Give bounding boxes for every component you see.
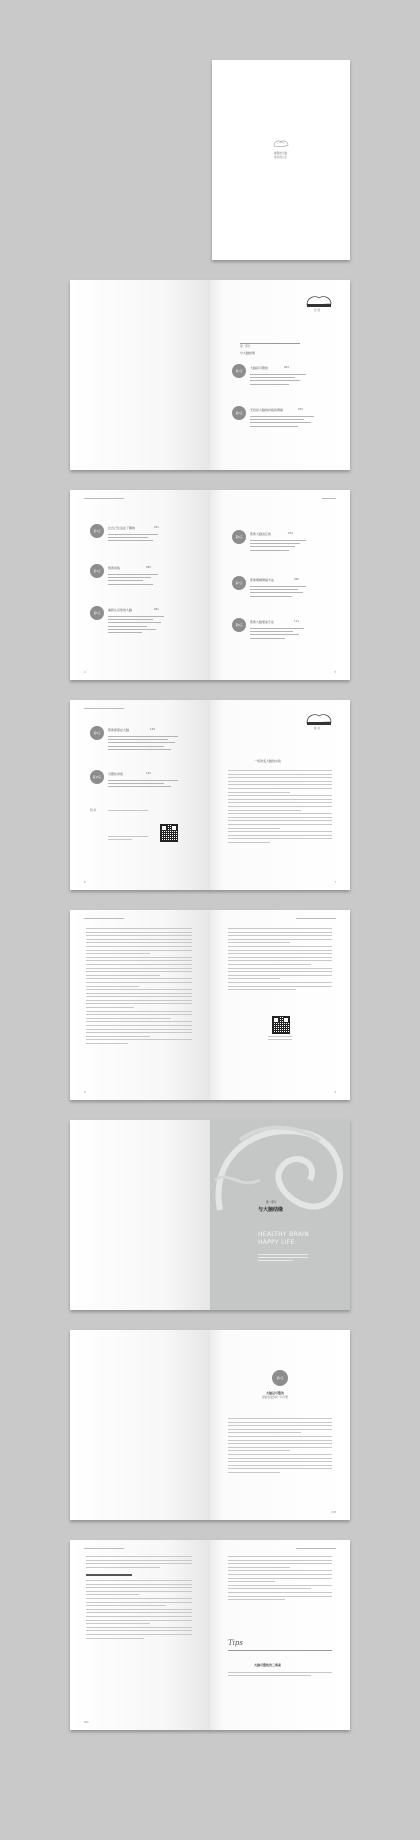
page-number: 6 [84, 881, 86, 884]
body-text [228, 1556, 332, 1603]
chapter-badge: 第9章 [90, 726, 104, 740]
brain-outline-art [210, 1120, 350, 1230]
page-number: 003 [331, 1511, 336, 1514]
page-number: 9 [334, 1091, 336, 1094]
toc-label: 目 录 [314, 309, 321, 312]
section-list [108, 534, 158, 544]
chapter-title[interactable]: 帮助大脑适应的 [250, 532, 272, 536]
chapter-page: 095 [294, 578, 299, 581]
chapter-badge: 第2章 [232, 406, 246, 420]
section-heading-bar [86, 1574, 132, 1576]
page-number: 8 [84, 1091, 86, 1094]
chapter-badge: 第10章 [90, 770, 104, 784]
chapter-title[interactable]: 大脑是可塑的 [250, 366, 269, 370]
section-list [250, 586, 306, 599]
page-number: 4 [84, 671, 86, 674]
chapter-1-page [210, 1330, 350, 1520]
cover-page [212, 60, 350, 260]
preface-label: 前 言 [314, 727, 321, 730]
chapter-title[interactable]: 帮助大脑更加专注 [250, 620, 275, 624]
chapter-title: 大脑是可塑的 [266, 1391, 285, 1395]
toc-spread-2 [70, 490, 350, 680]
chapter-badge: 第3章 [90, 524, 104, 538]
brain-logo-icon [273, 140, 289, 148]
preface-spread [70, 910, 350, 1100]
chapter-badge: 第1章 [232, 364, 246, 378]
chapter-badge: 第8章 [232, 618, 246, 632]
chapter-title[interactable]: 让自己生活在了解的 [108, 526, 136, 530]
chapter-page: 079 [288, 532, 293, 535]
tips-body [228, 1672, 332, 1678]
section-list [108, 736, 178, 752]
body-left-page [70, 1540, 210, 1730]
appendix-label: 附 录 [90, 809, 97, 812]
preface-right-page [210, 910, 350, 1100]
running-header [296, 1548, 336, 1549]
chapter-subtitle: 别怕改变你的一切习惯 [262, 1396, 288, 1399]
toc-right-page [210, 490, 350, 680]
chapter-title[interactable]: 帮助停留在大脑 [108, 728, 130, 732]
chapter-page: 145 [146, 772, 151, 775]
body-text [86, 1580, 192, 1641]
running-header [84, 1548, 124, 1549]
toc-spread-1 [70, 280, 350, 470]
body-right-page [210, 1540, 350, 1730]
cover-sheet [212, 60, 350, 260]
chapter-badge: 第1章 [272, 1370, 288, 1386]
chapter-page: 129 [150, 728, 155, 731]
running-header [84, 498, 124, 499]
chapter-badge: 第4章 [90, 564, 104, 578]
part-label: 第一部分 [240, 345, 251, 348]
part-opener-page [210, 1120, 350, 1310]
qr-code[interactable] [272, 1016, 290, 1034]
chapter-title[interactable]: 重新认识你的大脑 [108, 608, 133, 612]
page-number: 5 [334, 671, 336, 674]
brain-header-logo [305, 294, 333, 308]
toc-right-page [210, 280, 350, 470]
section-list [108, 616, 164, 635]
section-list [250, 540, 306, 553]
chapter-title[interactable]: 帮助理解情绪方法 [250, 578, 275, 582]
qr-code[interactable] [160, 824, 178, 842]
chapter-1-body-spread [70, 1540, 350, 1730]
chapter-page: 031 [154, 526, 159, 529]
part-opener-spread [70, 1120, 350, 1310]
cover-line-1: 健康的大脑 [274, 152, 287, 155]
cover-line-2: 快乐的人生 [274, 156, 287, 159]
running-header [84, 708, 124, 709]
body-text [86, 928, 192, 1047]
chapter-page: 111 [294, 620, 299, 623]
section-list [250, 628, 304, 641]
chapter-page: 061 [154, 608, 159, 611]
section-list [108, 574, 158, 587]
chapter-badge: 第6章 [232, 530, 246, 544]
body-text [86, 1556, 192, 1570]
part-title: 与大脑结缘 [258, 1207, 284, 1213]
toc-left-page [70, 700, 210, 890]
page-number: 004 [84, 1721, 89, 1724]
chapter-title[interactable]: 感恩训练 [108, 566, 121, 570]
part-label: 第一部分 [266, 1201, 277, 1204]
tips-heading: 大脑可塑性的三要素 [254, 1663, 282, 1667]
body-text [228, 1418, 332, 1476]
chapter-badge: 第7章 [232, 576, 246, 590]
blank-left-page [70, 1120, 210, 1310]
chapter-1-spread [70, 1330, 350, 1520]
part-intro-lines [258, 1254, 308, 1264]
section-list [250, 374, 306, 387]
chapter-page: 045 [146, 566, 151, 569]
toc-divider [240, 343, 300, 344]
chapter-page: 003 [284, 366, 289, 369]
toc-preface-spread [70, 700, 350, 890]
blank-left-page [70, 280, 210, 470]
chapter-title[interactable]: 无忧是大脑的持续的情绪 [250, 408, 284, 412]
body-text [228, 770, 332, 845]
blank-left-page [70, 1330, 210, 1520]
toc-left-page [70, 490, 210, 680]
page-number: 7 [334, 881, 336, 884]
part-english-2: HAPPY LIFE [258, 1239, 295, 1246]
tips-label: Tips [228, 1639, 243, 1647]
chapter-badge: 第5章 [90, 606, 104, 620]
part-title: 与大脑结缘 [240, 351, 256, 355]
preface-title: 一场改变大脑的实验 [254, 759, 282, 763]
tips-divider [228, 1650, 332, 1651]
chapter-page: 015 [298, 408, 303, 411]
running-header [84, 918, 124, 919]
running-header [322, 498, 336, 499]
preface-left-page [70, 910, 210, 1100]
part-english-1: HEALTHY BRAIN [258, 1231, 309, 1238]
preface-right-page [210, 700, 350, 890]
appendix-lines [108, 810, 148, 813]
brain-header-logo [305, 712, 333, 726]
chapter-title[interactable]: 可塑性训练 [108, 772, 124, 776]
section-list [108, 780, 178, 790]
running-header [296, 918, 336, 919]
qr-caption [108, 836, 148, 842]
qr-caption [268, 1036, 292, 1042]
section-list [250, 416, 314, 429]
body-text [228, 928, 332, 993]
